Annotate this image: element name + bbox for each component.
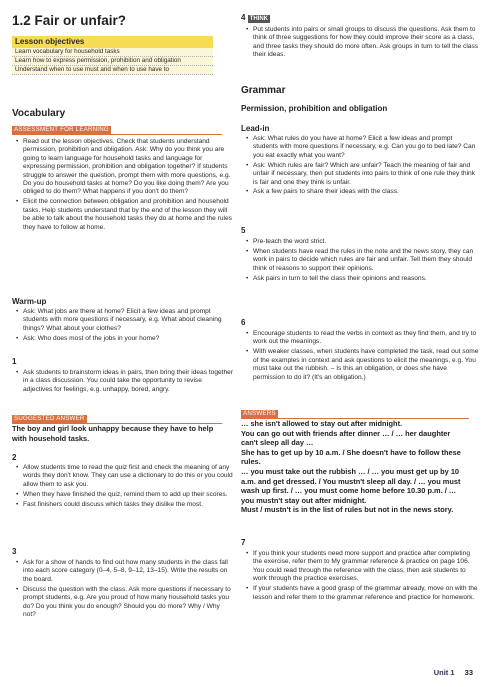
- exercise-5-number: 5: [241, 226, 246, 235]
- divider: [12, 134, 222, 135]
- list-item: • If your students have a good grasp of the grammar already, move on with the lesson and refer them to the grammar reference and practice for homework.: [253, 585, 479, 602]
- page-number: 33: [464, 668, 473, 677]
- unit-label: Unit 1: [433, 668, 455, 677]
- list-item: • Ask a few pairs to share their ideas with the class.: [253, 188, 479, 196]
- list-item: • Elicit the connection between obligation and prohibition and household tasks. Help students understand that by the end of the lesson they will be able to talk about the household tasks they do at home and the rules they have to follow at home.: [23, 198, 233, 232]
- list-item: • Pre-teach the word strict.: [253, 238, 479, 246]
- exercise-3-bullets: [14, 559, 233, 621]
- exercise-1-bullets: [14, 369, 233, 396]
- exercise-4-number: 4: [241, 13, 246, 22]
- list-item: • If you think your students need more support and practice after completing the exercise, refer them to My grammar reference & practice on page 106. You could read through the reference with the class, then ask students to work through the practice exercises.: [253, 550, 479, 584]
- assessment-label: ASSESSMENT FOR LEARNING: [14, 126, 109, 133]
- answer-line: … she isn't allowed to stay out after midnight.: [241, 419, 403, 428]
- page-footer: [434, 668, 473, 677]
- list-item: • Ask: What jobs are there at home? Elicit a few ideas and prompt students with more questions if necessary, e.g. What about cleaning things? What about your clothes?: [23, 308, 233, 333]
- exercise-7-bullets: [244, 550, 479, 603]
- exercise-3-number: 3: [12, 547, 17, 556]
- list-item: • Ask: What rules do you have at home? Elicit a few ideas and prompt students with more questions if necessary, e.g. Can you go to bed late? Can you eat exactly what you want?: [253, 135, 479, 160]
- leadin-bullets: [244, 135, 479, 198]
- exercise-7-number: 7: [241, 538, 246, 547]
- grammar-subheading: Permission, prohibition and obligation: [241, 104, 388, 113]
- list-item: • Put students into pairs or small groups to discuss the questions. Ask them to think of three suggestions for how they could improve their score as a class, and three tasks they should do more often. Ask groups in turn to tell the class their ideas.: [253, 26, 479, 60]
- vocabulary-bullets: [14, 138, 233, 233]
- list-item: • Fast finishers could discuss which tasks they dislike the most.: [23, 501, 233, 509]
- list-item: • Encourage students to read the verbs in context as they find them, and try to work out the meanings.: [253, 330, 479, 347]
- exercise-1-number: 1: [12, 357, 17, 366]
- exercise-2-number: 2: [12, 453, 17, 462]
- exercise-2-bullets: [14, 464, 233, 511]
- list-item: • Ask students to brainstorm ideas in pairs, then bring their ideas together in a class discussion. You could take the opportunity to revise adjectives for feelings, e.g. unhappy, bored, angry.: [23, 369, 233, 394]
- list-item: • Allow students time to read the quiz first and check the meaning of any words they don't know. They can use a dictionary to do this or you could allow them to ask you.: [23, 464, 233, 489]
- leadin-heading: Lead-in: [241, 124, 270, 133]
- answers-block: [241, 419, 469, 515]
- answer-line: Must / mustn't is in the list of rules but not in the news story.: [241, 505, 454, 515]
- suggested-answer-label: SUGGESTED ANSWER: [14, 415, 85, 422]
- objective-item: Learn vocabulary for household tasks: [12, 48, 213, 57]
- list-item: • When students have read the rules in the note and the news story, they can work in pairs to decide which rules are fair and unfair. Tell them they should think of reasons to support their opinions.: [253, 248, 479, 273]
- answer-line: … you must take out the rubbish … / … you must get up by 10 a.m. and get dressed. / You mustn't sleep all day. / … you must wash up first. / … you must come home before 10.30 p.m. / … you mustn't stay out after midnight.: [241, 466, 461, 505]
- objective-item: Understand when to use must and when to use have to: [12, 66, 213, 75]
- warmup-bullets: [14, 308, 233, 345]
- list-item: • When they have finished the quiz, remind them to add up their scores.: [23, 491, 233, 499]
- objective-item: Learn how to express permission, prohibition and obligation: [12, 57, 213, 66]
- exercise-4-bullets: [244, 26, 479, 61]
- think-badge: THINK: [249, 16, 269, 22]
- suggested-answer-text: The boy and girl look unhappy because they have to help with household tasks.: [12, 424, 214, 443]
- exercise-4-header: [241, 13, 270, 23]
- list-item: • Discuss the question with the class. Ask more questions if necessary to prompt students, e.g. Are you proud of how many household tasks you do? Do you think you do enough? Should you do more? Why / Why not?: [23, 586, 233, 620]
- list-item: • Ask pairs in turn to tell the class their opinions and reasons.: [253, 275, 479, 283]
- answer-line: You can go out with friends after dinner … / … her daughter can't sleep all day …: [241, 428, 451, 448]
- exercise-5-bullets: [244, 238, 479, 285]
- exercise-6-number: 6: [241, 318, 246, 327]
- vocabulary-heading: Vocabulary: [12, 108, 66, 119]
- exercise-6-bullets: [244, 330, 479, 383]
- page-title: 1.2 Fair or unfair?: [12, 13, 127, 28]
- answer-line: She has to get up by 10 a.m. / She doesn't have to follow these rules.: [241, 447, 461, 467]
- list-item: • Ask for a show of hands to find out how many students in the class fall into each score category (0–4, 5–8, 9–12, 13–15). Write the results on the board.: [23, 559, 233, 584]
- list-item: • Ask: Who does most of the jobs in your home?: [23, 335, 233, 343]
- list-item: • Ask: Which rules are fair? Which are unfair? Teach the meaning of fair and unfair if necessary, then put students into pairs to think of one rule they think is fair and one they think is unfair.: [253, 162, 479, 187]
- list-item: • With weaker classes, when students have completed the task, read out some of the examples in context and ask questions to elicit the meanings, e.g. You must take out the rubbish. – Is this an obligation, or does she have permission to do it? (It's an obligation.): [253, 348, 479, 382]
- lesson-objectives-heading: Lesson objectives: [12, 36, 213, 48]
- grammar-heading: Grammar: [241, 85, 286, 96]
- list-item: • Read out the lesson objectives. Check that students understand permission, prohibition and obligation. Ask: Why do you think you are going to learn language for household tasks and language for expressing permission, prohibition and obligation together? If students struggle to answer the question, prompt them with more questions, e.g. Do you do household tasks at home? Do you like doing them? Are you obliged to do them? What happens if you don't do them?: [23, 138, 233, 197]
- warmup-heading: Warm-up: [12, 297, 47, 306]
- answers-label: ANSWERS: [243, 410, 276, 417]
- lesson-objectives-box: [12, 36, 213, 91]
